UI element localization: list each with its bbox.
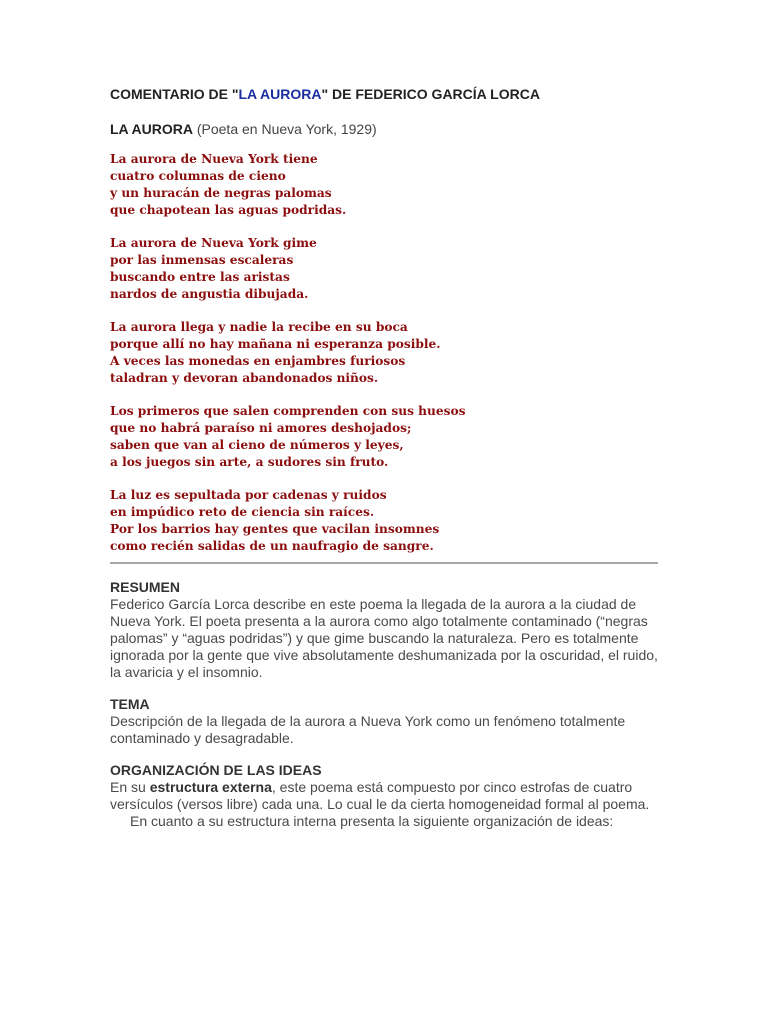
poem-line: buscando entre las aristas	[110, 270, 290, 284]
poem-line: taladran y devoran abandonados niños.	[110, 371, 379, 385]
poem-line: nardos de angustia dibujada.	[110, 287, 309, 301]
poem-line: y un huracán de negras palomas	[110, 186, 332, 200]
organizacion-paragraph-1	[110, 779, 658, 813]
org-p1-after: , este poema está compuesto por cinco estrofas de cuatro versículos (versos libre) cada una. Lo cual le da cierta homogeneidad formal al poema.	[110, 779, 650, 812]
poem	[110, 151, 658, 555]
poem-line: Por los barrios hay gentes que vacilan insomnes	[110, 522, 440, 536]
tema-section	[110, 696, 658, 747]
title-suffix: " DE FEDERICO GARCÍA LORCA	[321, 86, 540, 102]
title-accent: LA AURORA	[238, 86, 322, 102]
poem-line: saben que van al cieno de números y leyes,	[110, 438, 404, 452]
stanza-4	[110, 403, 658, 471]
poem-subtitle: (Poeta en Nueva York, 1929)	[192, 121, 377, 137]
poem-line: porque allí no hay mañana ni esperanza posible.	[110, 337, 441, 351]
organizacion-section	[110, 762, 658, 830]
poem-line: en impúdico reto de ciencia sin raíces.	[110, 505, 375, 519]
org-p1-bold: estructura externa	[149, 779, 272, 795]
poem-line: La aurora de Nueva York tiene	[110, 152, 318, 166]
section-divider	[110, 562, 658, 564]
poem-line: A veces las monedas en enjambres furiosos	[110, 354, 406, 368]
resumen-body: Federico García Lorca describe en este poema la llegada de la aurora a la ciudad de Nueva York. El poeta presenta a la aurora como algo totalmente contaminado (“negras palomas” y “aguas podridas”) y que gime buscando la naturaleza. Pero es totalmente ignorada por la gente que vive absolutamente deshumanizada por la oscuridad, el ruido, la avaricia y el insomnio.	[110, 596, 658, 680]
stanza-1	[110, 151, 658, 219]
poem-line: a los juegos sin arte, a sudores sin fruto.	[110, 455, 389, 469]
organizacion-paragraph-2: En cuanto a su estructura interna presenta la siguiente organización de ideas:	[130, 813, 614, 829]
stanza-5	[110, 487, 658, 555]
tema-heading: TEMA	[110, 696, 150, 712]
poem-line: como recién salidas de un naufragio de sangre.	[110, 539, 434, 553]
document-page	[110, 84, 658, 830]
poem-line: La luz es sepultada por cadenas y ruidos	[110, 488, 387, 502]
poem-line: que chapotean las aguas podridas.	[110, 203, 347, 217]
poem-name: LA AURORA	[110, 121, 193, 137]
poem-line: La aurora llega y nadie la recibe en su boca	[110, 320, 408, 334]
stanza-2	[110, 235, 658, 303]
poem-line: cuatro columnas de cieno	[110, 169, 286, 183]
org-p1-before: En su	[110, 779, 150, 795]
tema-body: Descripción de la llegada de la aurora a Nueva York como un fenómeno totalmente contaminado y desagradable.	[110, 713, 626, 746]
stanza-3	[110, 319, 658, 387]
resumen-heading: RESUMEN	[110, 579, 181, 595]
title-prefix: COMENTARIO DE "	[110, 86, 239, 102]
organizacion-heading: ORGANIZACIÓN DE LAS IDEAS	[110, 762, 322, 778]
poem-line: que no habrá paraíso ni amores deshojados;	[110, 421, 412, 435]
resumen-section	[110, 579, 658, 681]
poem-heading	[110, 119, 658, 139]
document-title	[110, 84, 658, 104]
poem-line: por las inmensas escaleras	[110, 253, 294, 267]
poem-line: Los primeros que salen comprenden con sus huesos	[110, 404, 466, 418]
poem-line: La aurora de Nueva York gime	[110, 236, 317, 250]
